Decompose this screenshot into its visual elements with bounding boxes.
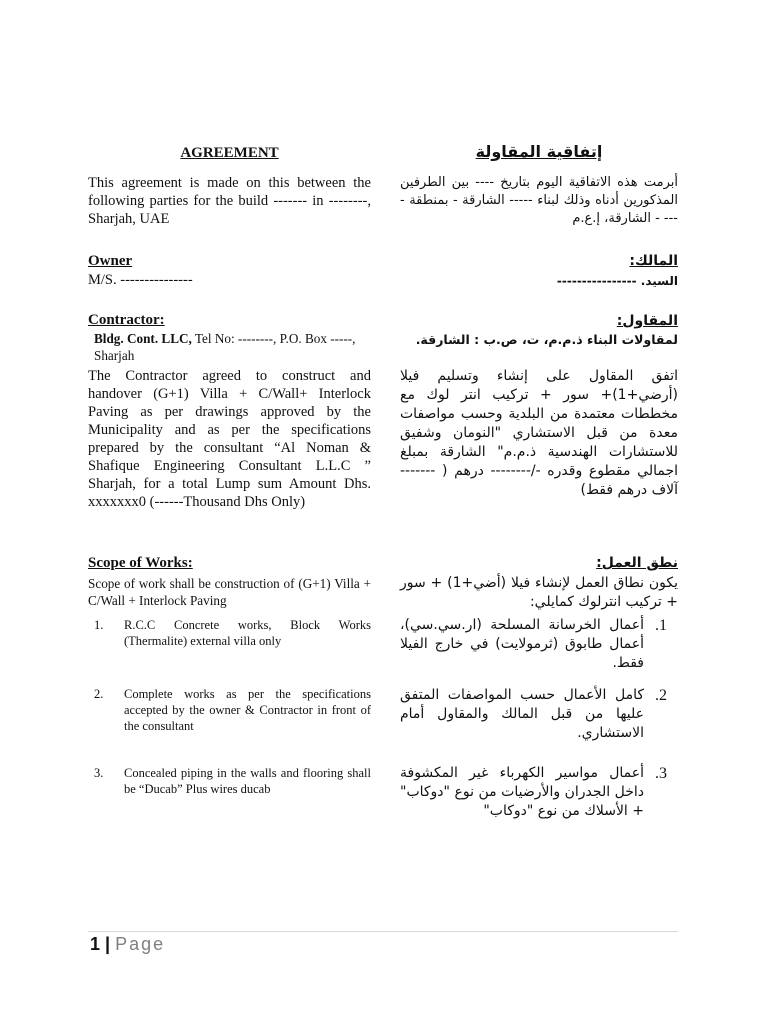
scope-item-text: Complete works as per the specifications accepted by the owner & Contractor in front of the consultant [124,687,371,733]
intro-paragraph: This agreement is made on this between the following parties for the build ------- in --------, Sharjah, UAE [88,175,371,227]
arabic-scope-item-number: .2 [655,687,667,704]
arabic-scope-intro: يكون نطاق العمل لإنشاء فيلا (أضي+1) + سور + تركيب انترلوك كمايلي: [400,575,678,610]
arabic-scope-item-2 [400,686,678,743]
arabic-scope-item-text: أعمال مواسير الكهرباء غير المكشوفة داخل الجدران والأرضيات من نوع "دوكاب" + الأسلاك من نوع "دوكاب" [400,765,644,819]
scope-item-number: 1. [94,618,104,632]
scope-item-text: Concealed piping in the walls and flooring shall be “Ducab” Plus wires ducab [124,766,371,796]
arabic-scope-item-1 [400,616,678,673]
contractor-name: Bldg. Cont. LLC, [94,331,192,346]
scope-item-3 [88,765,371,797]
scope-item-number: 3. [94,766,104,780]
scope-item-2 [88,686,371,734]
page-footer [90,934,165,955]
scope-heading: Scope of Works: [88,555,193,571]
owner-value: M/S. --------------- [88,272,193,288]
scope-item-text: R.C.C Concrete works, Block Works (Thermalite) external villa only [124,618,371,648]
arabic-scope-item-text: كامل الأعمال حسب المواصفات المتفق عليها من قبل المالك والمقاول أمام الاستشاري. [400,687,644,741]
arabic-contractor-heading: المقاول: [616,313,678,329]
arabic-contractor-line: لمقاولات البناء ذ.م.م، ت، ص.ب : الشارقة. [415,332,678,347]
arabic-owner-heading: المالك: [629,253,678,269]
scope-intro: Scope of work shall be construction of (G+1) Villa + C/Wall + Interlock Paving [88,576,371,608]
arabic-scope-heading: نطق العمل: [596,555,678,571]
arabic-owner-value: السيد. ---------------- [556,274,678,288]
arabic-scope-item-3 [400,764,678,821]
contractor-details: Tel No: --------, P.O. Box -----, Sharjah [94,331,356,363]
contractor-heading: Contractor: [88,312,165,328]
footer-divider [88,931,678,932]
contractor-info [88,330,371,364]
footer-separator: | [105,934,111,954]
owner-heading: Owner [88,253,133,269]
page-word: Page [115,934,166,954]
page-number: 1 [90,934,101,954]
arabic-contractor-agreement: اتفق المقاول على إنشاء وتسليم فيلا (أرضي+1)+ سور + تركيب انتر لوك مع مخططات معتمدة من البلدية وحسب مواصفات معدة من قبل الاستشاري "النومان وشفيق للاستشارات الهندسية ذ.م.م" الشارقة بمبلغ اجمالي مقطوع وقدره -/-------- درهم ( -------آلاف درهم فقط) [400,368,678,498]
arabic-title: إتفاقية المقاولة [475,142,603,161]
arabic-intro: أبرمت هذه الاتفاقية اليوم بتاريخ ---- بين الطرفين المذكورين أدناه وذلك لبناء ----- الشارقة - بمنطقة ---- - الشارقة، إ.ع.م [400,175,678,226]
arabic-scope-item-number: .3 [655,765,667,782]
arabic-scope-item-text: أعمال الخرسانة المسلحة (ار.سي.سي)، أعمال طابوق (ثرمولايت) في خارج الفيلا فقط. [400,617,644,671]
scope-item-number: 2. [94,687,104,701]
agreement-title: AGREEMENT [180,145,279,161]
scope-item-1 [88,617,371,649]
contractor-agreement: The Contractor agreed to construct and handover (G+1) Villa + C/Wall+ Interlock Paving as per drawings approved by the Municipality and as per the specifications prepared by the consultant “Al Noman & Shafique Engineering Consultant L.L.C ” Sharjah, for a total Lump sum Amount Dhs. xxxxxxx0 (------Thousand Dhs Only) [88,368,371,510]
arabic-scope-item-number: .1 [655,617,667,634]
